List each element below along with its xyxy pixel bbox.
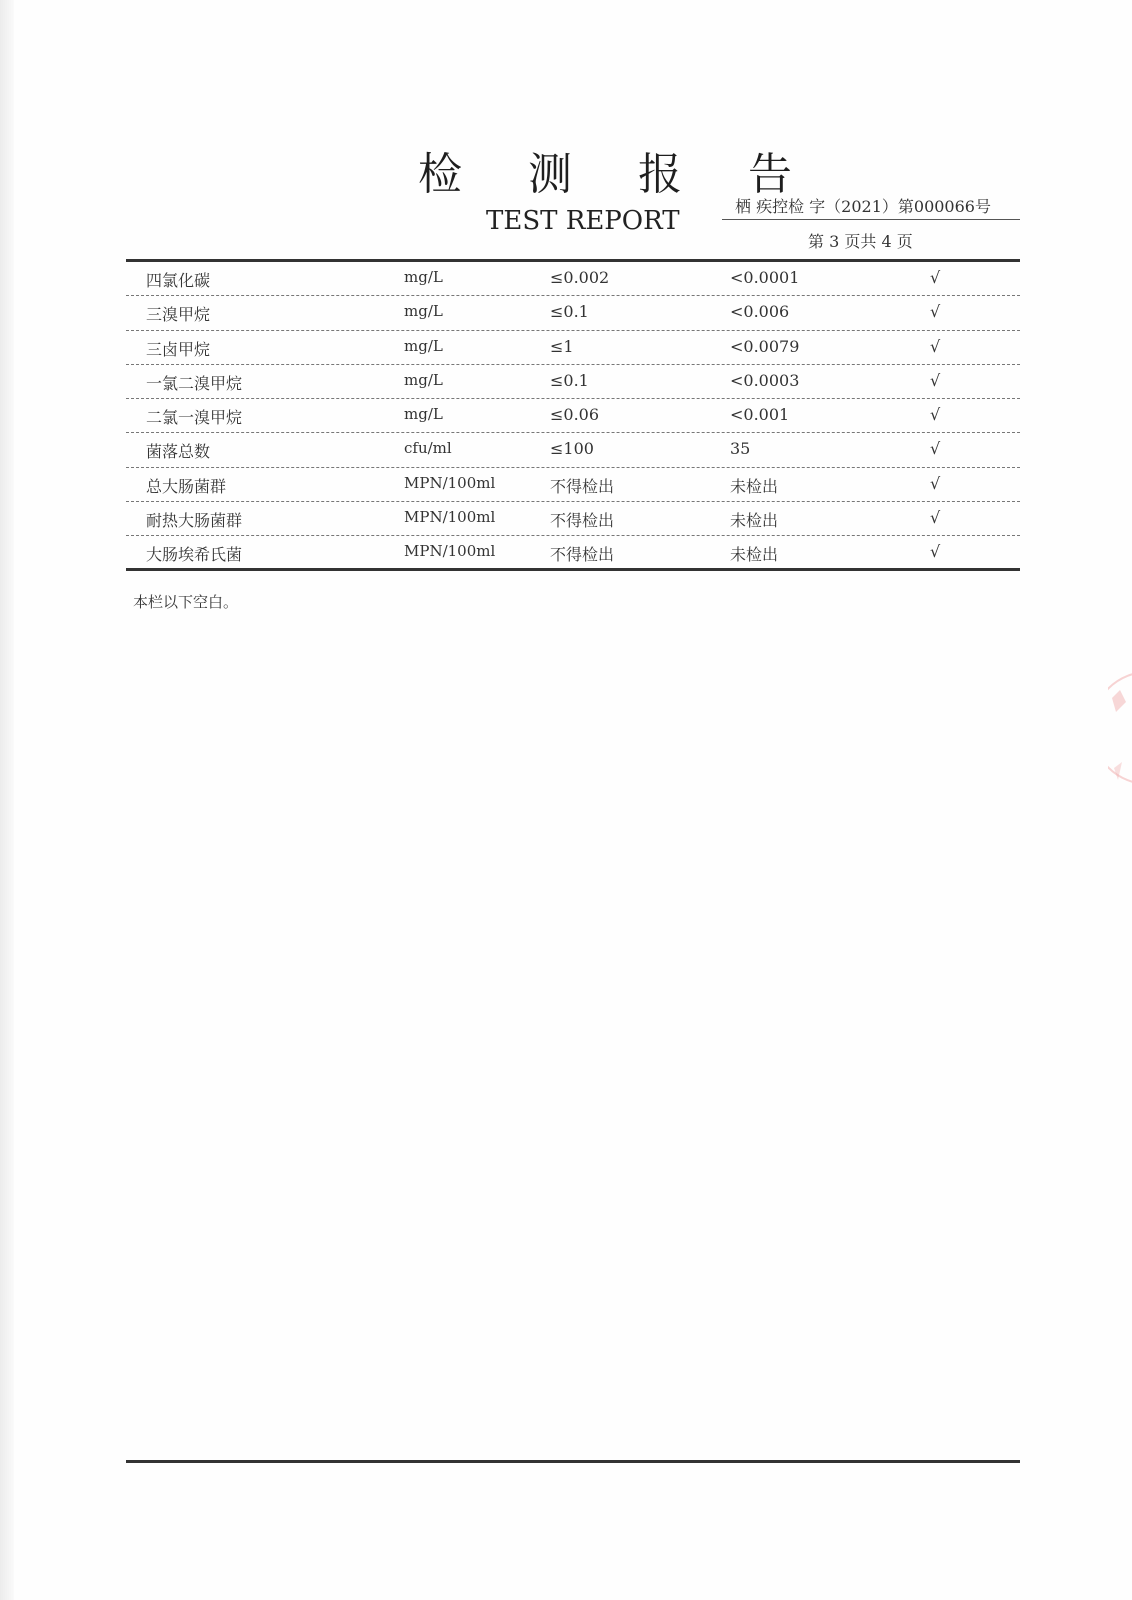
test-item-result: 未检出 bbox=[730, 511, 779, 531]
test-item-judgement: √ bbox=[930, 508, 941, 528]
page-info: 第 3 页共 4 页 bbox=[808, 232, 913, 251]
test-item-standard: ≤100 bbox=[550, 439, 594, 459]
test-item-standard: ≤0.1 bbox=[550, 302, 589, 322]
test-item-name: 总大肠菌群 bbox=[146, 476, 227, 496]
test-item-name: 二氯一溴甲烷 bbox=[146, 408, 243, 428]
test-item-result: 未检出 bbox=[730, 545, 779, 565]
test-item-judgement: √ bbox=[930, 405, 941, 425]
table-row bbox=[126, 536, 1020, 570]
test-item-result: <0.0003 bbox=[730, 370, 800, 390]
test-item-unit: mg/L bbox=[404, 336, 443, 355]
test-item-unit: mg/L bbox=[404, 268, 443, 286]
table-row bbox=[126, 399, 1020, 433]
test-item-unit: mg/L bbox=[404, 370, 443, 389]
test-item-judgement: √ bbox=[930, 268, 941, 287]
test-item-standard: ≤1 bbox=[550, 336, 574, 356]
report-title-cn: 检 测 报 告 bbox=[418, 149, 818, 200]
test-item-standard: ≤0.1 bbox=[550, 370, 589, 390]
test-item-unit: cfu/ml bbox=[404, 439, 452, 458]
table-row bbox=[126, 296, 1020, 330]
table-row bbox=[126, 365, 1020, 399]
test-item-judgement: √ bbox=[930, 439, 941, 459]
seal-stamp-graphic bbox=[1108, 668, 1132, 798]
test-item-name: 三溴甲烷 bbox=[146, 305, 211, 325]
page-bottom-rule bbox=[126, 1460, 1020, 1463]
results-table bbox=[126, 262, 1020, 571]
test-item-standard: 不得检出 bbox=[550, 511, 615, 531]
test-item-name: 耐热大肠菌群 bbox=[146, 511, 243, 531]
test-item-judgement: √ bbox=[930, 302, 941, 322]
test-item-standard: ≤0.002 bbox=[550, 268, 610, 287]
table-row bbox=[126, 331, 1020, 365]
blank-below-note: 本栏以下空白。 bbox=[133, 593, 239, 611]
test-item-judgement: √ bbox=[930, 336, 941, 356]
test-item-unit: MPN/100ml bbox=[404, 473, 496, 492]
test-item-name: 三卤甲烷 bbox=[146, 339, 211, 359]
test-item-name: 四氯化碳 bbox=[146, 271, 211, 290]
test-item-unit: MPN/100ml bbox=[404, 508, 496, 527]
test-item-result: <0.001 bbox=[730, 405, 790, 425]
test-item-judgement: √ bbox=[930, 542, 941, 562]
test-item-result: <0.006 bbox=[730, 302, 790, 322]
report-number-underline bbox=[722, 219, 1020, 220]
test-item-unit: mg/L bbox=[404, 302, 443, 321]
report-title-en: TEST REPORT bbox=[486, 206, 680, 236]
test-item-standard: 不得检出 bbox=[550, 476, 615, 496]
test-item-result: <0.0001 bbox=[730, 268, 800, 287]
test-item-standard: ≤0.06 bbox=[550, 405, 600, 425]
test-item-judgement: √ bbox=[930, 370, 941, 390]
test-item-result: 未检出 bbox=[730, 476, 779, 496]
test-item-name: 大肠埃希氏菌 bbox=[146, 545, 243, 565]
test-item-unit: mg/L bbox=[404, 405, 443, 424]
test-item-name: 菌落总数 bbox=[146, 442, 211, 462]
seal-stamp-fragment bbox=[1108, 668, 1132, 798]
test-item-standard: 不得检出 bbox=[550, 545, 615, 565]
test-item-result: 35 bbox=[730, 439, 751, 459]
test-item-judgement: √ bbox=[930, 473, 941, 493]
table-row bbox=[126, 262, 1020, 296]
test-item-unit: MPN/100ml bbox=[404, 542, 496, 561]
table-row bbox=[126, 502, 1020, 536]
table-row bbox=[126, 433, 1020, 467]
table-row bbox=[126, 468, 1020, 502]
report-number: 栖 疾控检 字（2021）第000066号 bbox=[735, 197, 991, 216]
test-item-result: <0.0079 bbox=[730, 336, 800, 356]
scan-edge-shadow bbox=[0, 0, 14, 1600]
test-item-name: 一氯二溴甲烷 bbox=[146, 373, 243, 393]
